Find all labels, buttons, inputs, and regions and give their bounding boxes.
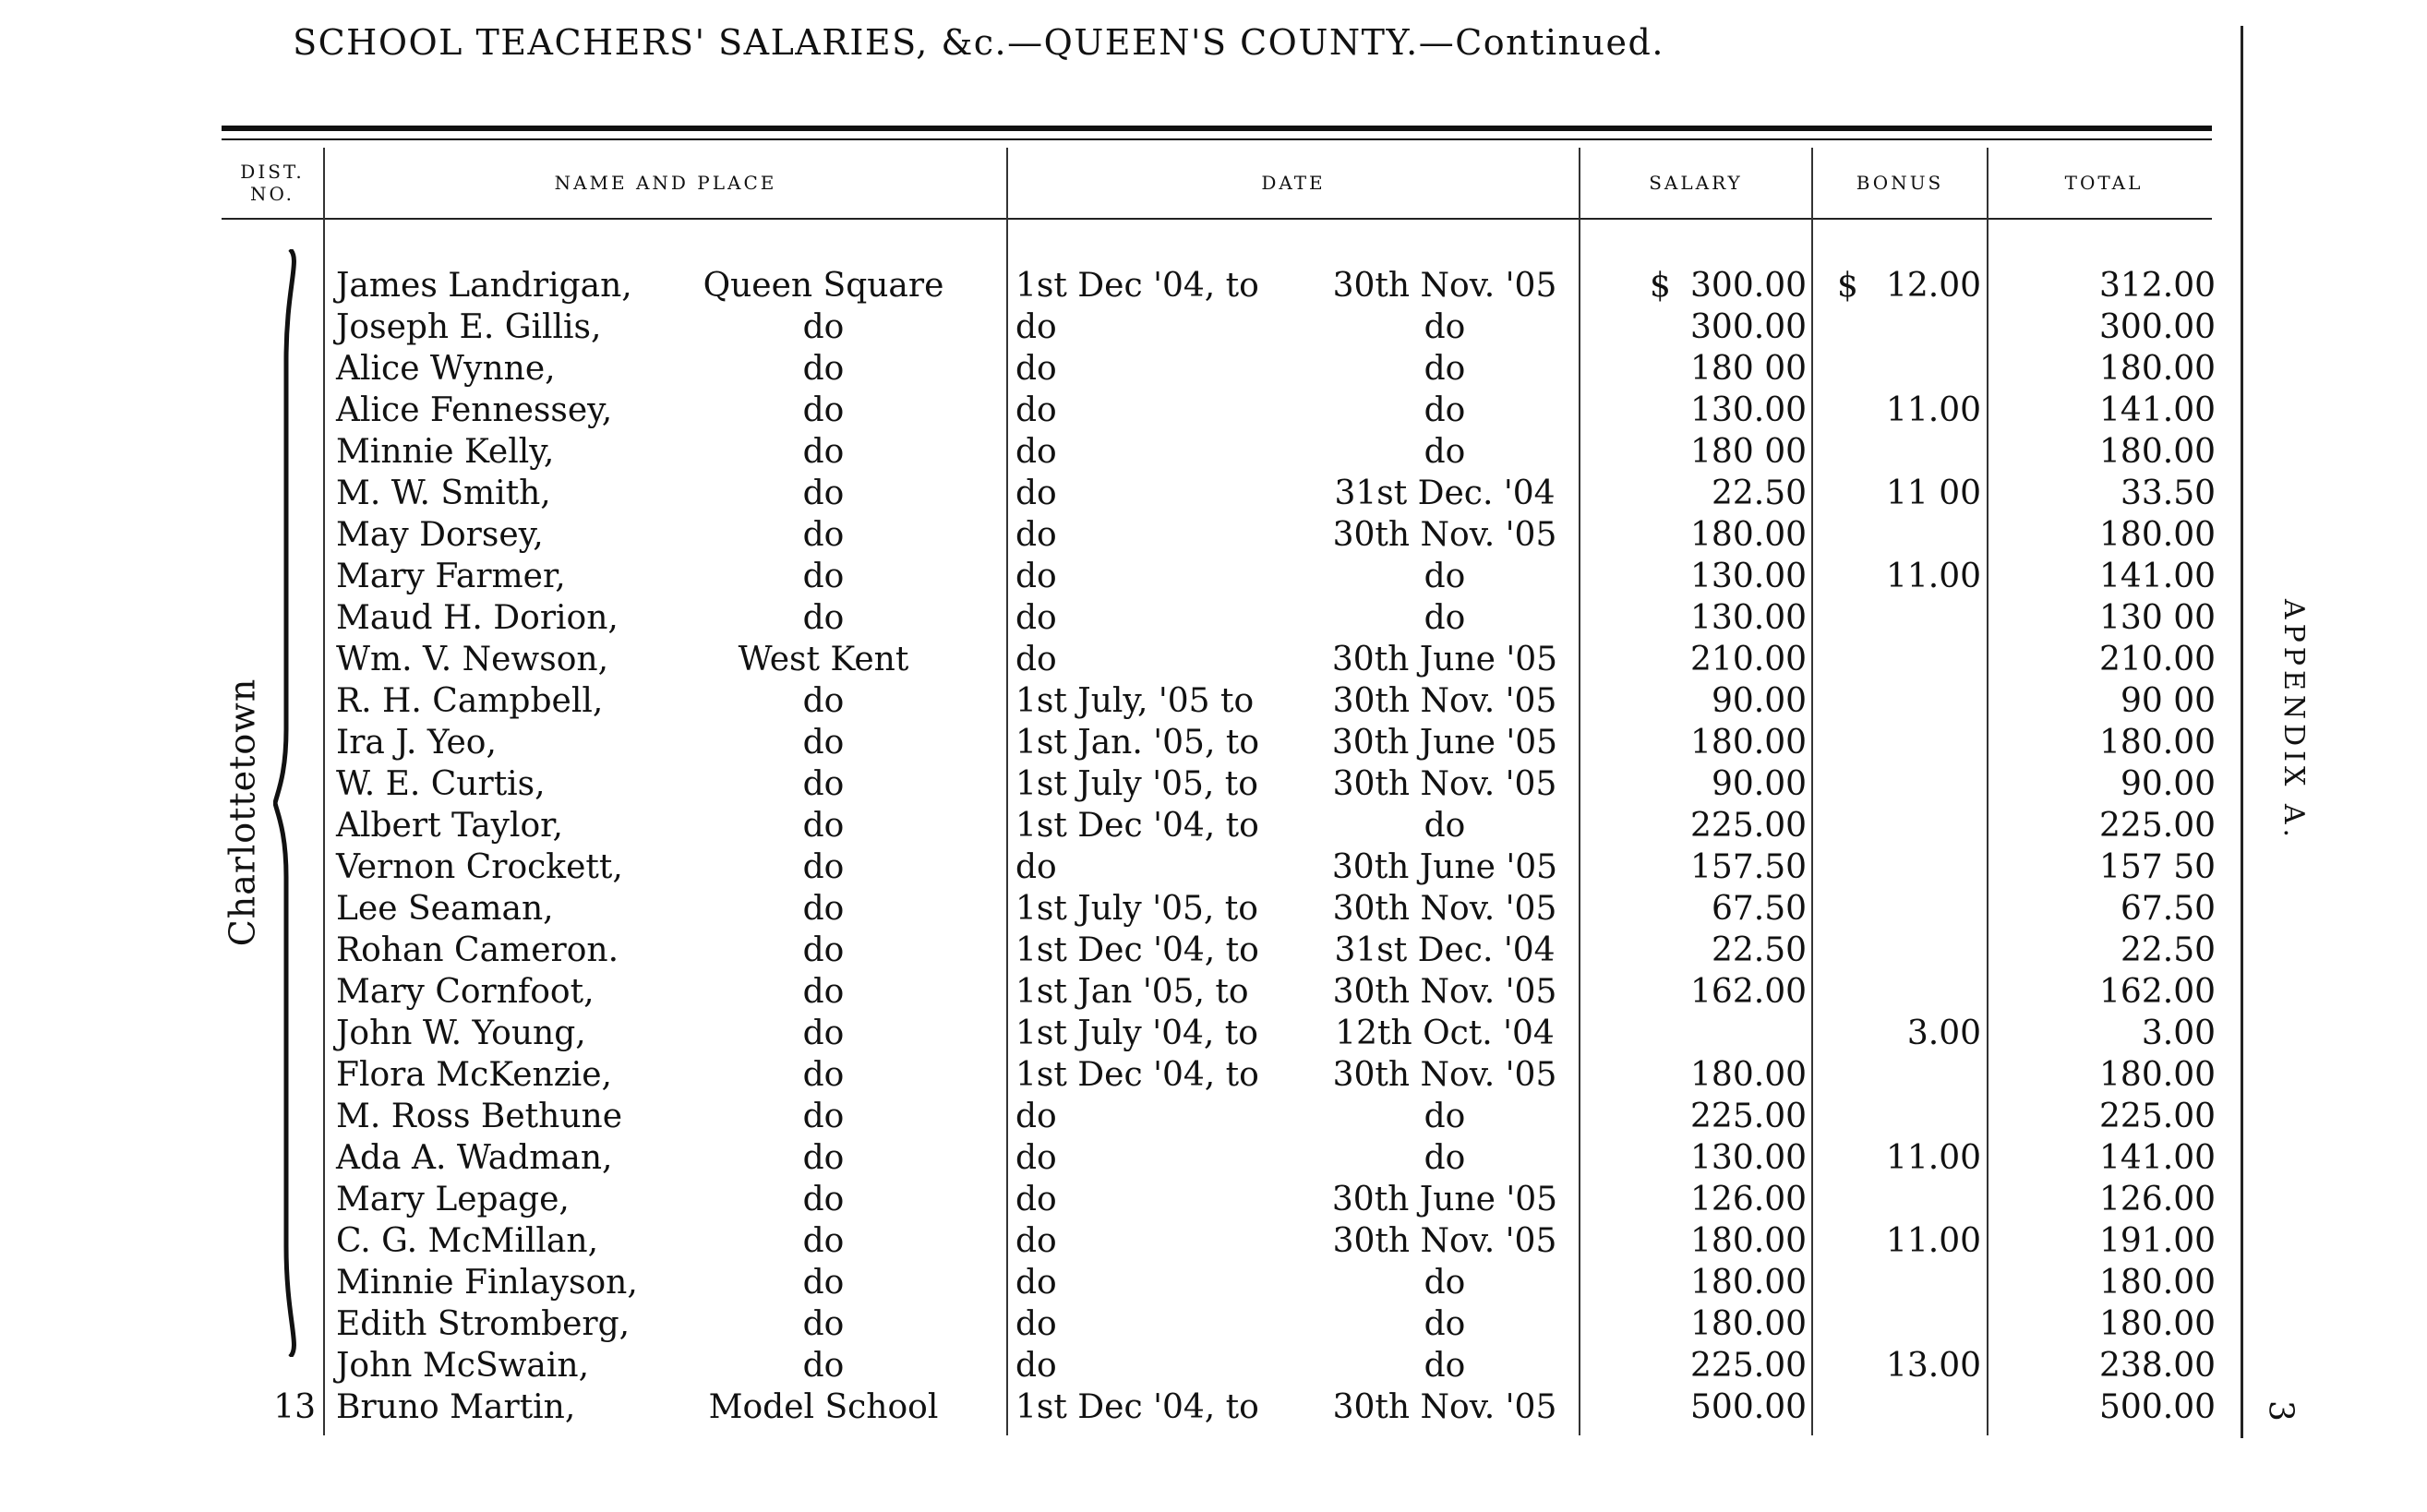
school-place: do: [802, 765, 845, 803]
salary-value: 130.00: [1690, 599, 1807, 637]
salary-value: 180.00: [1690, 1305, 1807, 1343]
date-to: do: [1424, 433, 1466, 471]
bonus-value: 13.00: [1885, 1347, 1981, 1385]
school-place: do: [802, 931, 845, 969]
dist-number: [240, 846, 316, 888]
date-from: do: [1015, 641, 1057, 678]
school-place: do: [802, 433, 845, 471]
salary-value: 300.00: [1690, 267, 1807, 305]
bonus-value: 3.00: [1906, 1014, 1981, 1052]
bonus-value: [1817, 431, 1981, 473]
total-value: 500.00: [2099, 1388, 2216, 1426]
bonus-value: 11.00: [1885, 1222, 1981, 1260]
dist-number: [240, 639, 316, 680]
salary-value: 130.00: [1690, 558, 1807, 595]
date-to: 30th Nov. '05: [1332, 1388, 1557, 1426]
dist-number: [240, 1303, 316, 1345]
total-value: 300.00: [2099, 308, 2216, 346]
salary-value: 130.00: [1690, 391, 1807, 429]
dist-number: [240, 1179, 316, 1220]
teacher-name: Flora McKenzie,: [336, 1056, 612, 1094]
school-place: West Kent: [738, 641, 909, 678]
page-number: 3: [2261, 1400, 2300, 1422]
date-from: do: [1015, 1347, 1057, 1385]
salary-value: 180.00: [1690, 1264, 1807, 1302]
table-row: [0, 805, 2427, 846]
date-from: 1st Dec '04, to: [1015, 807, 1259, 845]
teacher-name: Wm. V. Newson,: [336, 641, 609, 678]
date-from: 1st July '04, to: [1015, 1014, 1258, 1052]
teacher-name: Mary Lepage,: [336, 1181, 570, 1218]
dist-number: [240, 597, 316, 639]
dist-number: [240, 473, 316, 514]
bonus-value: 12.00: [1885, 267, 1981, 305]
appendix-label: APPENDIX A.: [2277, 598, 2311, 842]
dist-number: [240, 1345, 316, 1386]
salary-value: [1580, 1013, 1807, 1054]
salary-value: 157.50: [1690, 848, 1807, 886]
bonus-value: [1817, 1386, 1981, 1428]
date-to: 31st Dec. '04: [1334, 474, 1556, 512]
date-to: 30th Nov. '05: [1332, 765, 1557, 803]
teacher-name: Bruno Martin,: [336, 1388, 576, 1426]
total-value: 191.00: [2099, 1222, 2216, 1260]
school-place: do: [802, 848, 845, 886]
teacher-name: Vernon Crockett,: [336, 848, 623, 886]
total-value: 33.50: [2120, 474, 2216, 512]
date-to: 30th June '05: [1331, 641, 1558, 678]
school-place: Model School: [708, 1388, 939, 1426]
table-row: [0, 348, 2427, 390]
salary-value: 180.00: [1690, 1056, 1807, 1094]
total-value: 180.00: [2099, 724, 2216, 762]
teacher-name: Minnie Kelly,: [336, 433, 555, 471]
bonus-value: [1817, 763, 1981, 805]
table-row: [0, 846, 2427, 888]
date-from: 1st Dec '04, to: [1015, 267, 1259, 305]
bonus-value: [1817, 306, 1981, 348]
date-to: do: [1424, 391, 1466, 429]
dist-number: [240, 514, 316, 556]
dist-number: [240, 763, 316, 805]
school-place: do: [802, 807, 845, 845]
school-place: do: [802, 682, 845, 720]
dist-number: [240, 556, 316, 597]
salary-value: 162.00: [1690, 973, 1807, 1011]
teacher-name: Lee Seaman,: [336, 890, 554, 928]
dist-number: [240, 971, 316, 1013]
total-value: 225.00: [2099, 807, 2216, 845]
total-value: 180.00: [2099, 433, 2216, 471]
total-value: 180.00: [2099, 1264, 2216, 1302]
salary-currency: $: [1650, 267, 1671, 305]
header-rule-thick: [222, 126, 2212, 131]
date-from: do: [1015, 1139, 1057, 1177]
salary-value: 22.50: [1711, 474, 1807, 512]
bonus-value: 11.00: [1885, 391, 1981, 429]
bonus-value: [1817, 846, 1981, 888]
date-to: 30th June '05: [1331, 1181, 1558, 1218]
date-to: 30th Nov. '05: [1332, 1056, 1557, 1094]
salary-value: 180 00: [1690, 350, 1807, 388]
bonus-currency: $: [1837, 267, 1858, 305]
date-to: 31st Dec. '04: [1334, 931, 1556, 969]
dist-number: [240, 1096, 316, 1137]
teacher-name: Alice Fennessey,: [336, 391, 613, 429]
teacher-name: M. W. Smith,: [336, 474, 551, 512]
table-row: [0, 888, 2427, 930]
dist-number: [240, 1013, 316, 1054]
total-value: 22.50: [2120, 931, 2216, 969]
date-to: do: [1424, 1098, 1466, 1135]
salary-value: 500.00: [1690, 1388, 1807, 1426]
bonus-value: [1817, 639, 1981, 680]
date-from: 1st Dec '04, to: [1015, 1056, 1259, 1094]
teacher-name: Maud H. Dorion,: [336, 599, 619, 637]
bonus-value: [1817, 1303, 1981, 1345]
date-to: do: [1424, 350, 1466, 388]
header-salary: SALARY: [1649, 172, 1743, 194]
bonus-value: [1817, 888, 1981, 930]
date-from: 1st Jan '05, to: [1015, 973, 1249, 1011]
date-to: do: [1424, 599, 1466, 637]
table-row: [0, 556, 2427, 597]
school-place: do: [802, 599, 845, 637]
bonus-value: [1817, 680, 1981, 722]
table-row: [0, 514, 2427, 556]
date-from: do: [1015, 1098, 1057, 1135]
dist-number: [240, 1262, 316, 1303]
school-place: do: [802, 1014, 845, 1052]
salary-value: 180.00: [1690, 516, 1807, 554]
date-from: 1st Jan. '05, to: [1015, 724, 1259, 762]
salary-value: 300.00: [1690, 308, 1807, 346]
dist-number: [240, 306, 316, 348]
dist-number: [240, 930, 316, 971]
school-place: do: [802, 1056, 845, 1094]
teacher-name: R. H. Campbell,: [336, 682, 604, 720]
bonus-value: [1817, 971, 1981, 1013]
school-place: do: [802, 1181, 845, 1218]
total-value: 67.50: [2120, 890, 2216, 928]
date-from: do: [1015, 1222, 1057, 1260]
table-row: [0, 1345, 2427, 1386]
bonus-value: [1817, 1054, 1981, 1096]
total-value: 180.00: [2099, 350, 2216, 388]
table-row: [0, 1303, 2427, 1345]
teacher-name: Joseph E. Gillis,: [336, 308, 602, 346]
bonus-value: [1817, 597, 1981, 639]
table-row: [0, 930, 2427, 971]
teacher-name: W. E. Curtis,: [336, 765, 546, 803]
teacher-name: Mary Cornfoot,: [336, 973, 595, 1011]
date-from: do: [1015, 848, 1057, 886]
table-row: [0, 265, 2427, 306]
bonus-value: 11.00: [1885, 1139, 1981, 1177]
bonus-value: 11.00: [1885, 558, 1981, 595]
header-underline: [222, 218, 2212, 220]
total-value: 157 50: [2099, 848, 2216, 886]
school-place: do: [802, 1098, 845, 1135]
bonus-value: 11 00: [1885, 474, 1981, 512]
date-to: 12th Oct. '04: [1335, 1014, 1555, 1052]
date-to: 30th Nov. '05: [1332, 1222, 1557, 1260]
date-from: do: [1015, 308, 1057, 346]
date-from: 1st Dec '04, to: [1015, 931, 1259, 969]
table-row: [0, 1137, 2427, 1179]
date-to: do: [1424, 308, 1466, 346]
teacher-name: May Dorsey,: [336, 516, 544, 554]
date-to: do: [1424, 1264, 1466, 1302]
bonus-value: [1817, 1096, 1981, 1137]
school-place: do: [802, 890, 845, 928]
salary-value: 225.00: [1690, 1098, 1807, 1135]
date-to: 30th Nov. '05: [1332, 682, 1557, 720]
date-from: 1st Dec '04, to: [1015, 1388, 1259, 1426]
salary-value: 225.00: [1690, 1347, 1807, 1385]
table-row: [0, 971, 2427, 1013]
salary-value: 180.00: [1690, 724, 1807, 762]
dist-number: 13: [273, 1388, 316, 1426]
school-place: do: [802, 474, 845, 512]
salary-value: 180.00: [1690, 1222, 1807, 1260]
school-place: do: [802, 516, 845, 554]
school-place: do: [802, 308, 845, 346]
page-title: SCHOOL TEACHERS' SALARIES, &c.—QUEEN'S COUNTY.—Continued.: [293, 22, 1664, 63]
total-value: 238.00: [2099, 1347, 2216, 1385]
bonus-value: [1817, 930, 1981, 971]
salary-value: 180 00: [1690, 433, 1807, 471]
date-from: do: [1015, 1264, 1057, 1302]
total-value: 141.00: [2099, 391, 2216, 429]
teacher-name: Rohan Cameron.: [336, 931, 619, 969]
header-dist-no: DIST. NO.: [240, 161, 305, 205]
table-row: [0, 597, 2427, 639]
header-total: TOTAL: [2064, 172, 2144, 194]
total-value: 90 00: [2120, 682, 2216, 720]
school-place: do: [802, 558, 845, 595]
school-place: do: [802, 1222, 845, 1260]
school-place: do: [802, 391, 845, 429]
date-to: 30th June '05: [1331, 848, 1558, 886]
date-from: 1st July '05, to: [1015, 890, 1258, 928]
school-place: Queen Square: [703, 267, 944, 305]
date-to: 30th June '05: [1331, 724, 1558, 762]
dist-number: [240, 680, 316, 722]
total-value: 90.00: [2120, 765, 2216, 803]
header-name-place: NAME AND PLACE: [554, 172, 777, 194]
school-place: do: [802, 724, 845, 762]
dist-number: [240, 888, 316, 930]
table-row: [0, 1386, 2427, 1428]
date-to: do: [1424, 1139, 1466, 1177]
teacher-name: C. G. McMillan,: [336, 1222, 599, 1260]
total-value: 141.00: [2099, 1139, 2216, 1177]
teacher-name: Mary Farmer,: [336, 558, 566, 595]
table-row: [0, 1179, 2427, 1220]
date-to: 30th Nov. '05: [1332, 267, 1557, 305]
header-bonus: BONUS: [1856, 172, 1944, 194]
total-value: 180.00: [2099, 516, 2216, 554]
total-value: 180.00: [2099, 1056, 2216, 1094]
teacher-name: Edith Stromberg,: [336, 1305, 631, 1343]
table-row: [0, 306, 2427, 348]
salary-value: 90.00: [1711, 682, 1807, 720]
date-from: do: [1015, 1181, 1057, 1218]
salary-value: 225.00: [1690, 807, 1807, 845]
table-row: [0, 639, 2427, 680]
dist-number: [240, 265, 316, 306]
school-place: do: [802, 1264, 845, 1302]
date-to: do: [1424, 558, 1466, 595]
total-value: 225.00: [2099, 1098, 2216, 1135]
total-value: 126.00: [2099, 1181, 2216, 1218]
date-from: do: [1015, 1305, 1057, 1343]
table-row: [0, 1096, 2427, 1137]
bonus-value: [1817, 514, 1981, 556]
date-from: do: [1015, 558, 1057, 595]
school-place: do: [802, 1139, 845, 1177]
table-row: [0, 680, 2427, 722]
teacher-name: Ada A. Wadman,: [336, 1139, 613, 1177]
table-row: [0, 722, 2427, 763]
salary-value: 210.00: [1690, 641, 1807, 678]
district-name: Charlottetown: [222, 678, 263, 947]
total-value: 210.00: [2099, 641, 2216, 678]
school-place: do: [802, 350, 845, 388]
dist-number: [240, 348, 316, 390]
teacher-name: Ira J. Yeo,: [336, 724, 497, 762]
bonus-value: [1817, 348, 1981, 390]
date-from: do: [1015, 599, 1057, 637]
table-row: [0, 1013, 2427, 1054]
teacher-name: John McSwain,: [336, 1347, 590, 1385]
bonus-value: [1817, 722, 1981, 763]
date-from: 1st July, '05 to: [1015, 682, 1255, 720]
teacher-name: Albert Taylor,: [336, 807, 563, 845]
bonus-value: [1817, 805, 1981, 846]
school-place: do: [802, 973, 845, 1011]
dist-number: [240, 1054, 316, 1096]
bonus-value: [1817, 1179, 1981, 1220]
date-from: do: [1015, 350, 1057, 388]
total-value: 180.00: [2099, 1305, 2216, 1343]
total-value: 312.00: [2099, 267, 2216, 305]
teacher-name: Alice Wynne,: [336, 350, 556, 388]
total-value: 3.00: [2141, 1014, 2216, 1052]
salary-value: 126.00: [1690, 1181, 1807, 1218]
teacher-name: Minnie Finlayson,: [336, 1264, 638, 1302]
date-to: 30th Nov. '05: [1332, 516, 1557, 554]
teacher-name: John W. Young,: [336, 1014, 586, 1052]
teacher-name: James Landrigan,: [336, 267, 632, 305]
date-from: do: [1015, 516, 1057, 554]
school-place: do: [802, 1347, 845, 1385]
dist-number: [240, 390, 316, 431]
dist-number: [240, 805, 316, 846]
table-row: [0, 390, 2427, 431]
date-from: do: [1015, 474, 1057, 512]
dist-number: [240, 431, 316, 473]
dist-number: [240, 1220, 316, 1262]
bonus-value: [1817, 1262, 1981, 1303]
table-row: [0, 473, 2427, 514]
table-row: [0, 1054, 2427, 1096]
salary-value: 130.00: [1690, 1139, 1807, 1177]
dist-number: [240, 722, 316, 763]
total-value: 130 00: [2099, 599, 2216, 637]
total-value: 141.00: [2099, 558, 2216, 595]
date-from: do: [1015, 391, 1057, 429]
header-rule-thin: [222, 138, 2212, 140]
salary-value: 22.50: [1711, 931, 1807, 969]
date-from: 1st July '05, to: [1015, 765, 1258, 803]
table-row: [0, 431, 2427, 473]
date-to: 30th Nov. '05: [1332, 973, 1557, 1011]
date-from: do: [1015, 433, 1057, 471]
date-to: do: [1424, 1305, 1466, 1343]
table-row: [0, 763, 2427, 805]
teacher-name: M. Ross Bethune: [336, 1098, 623, 1135]
dist-number: [240, 1137, 316, 1179]
date-to: do: [1424, 807, 1466, 845]
table-row: [0, 1220, 2427, 1262]
total-value: 162.00: [2099, 973, 2216, 1011]
date-to: 30th Nov. '05: [1332, 890, 1557, 928]
date-to: do: [1424, 1347, 1466, 1385]
school-place: do: [802, 1305, 845, 1343]
table-row: [0, 1262, 2427, 1303]
salary-value: 90.00: [1711, 765, 1807, 803]
salary-value: 67.50: [1711, 890, 1807, 928]
header-date: DATE: [1261, 172, 1326, 194]
